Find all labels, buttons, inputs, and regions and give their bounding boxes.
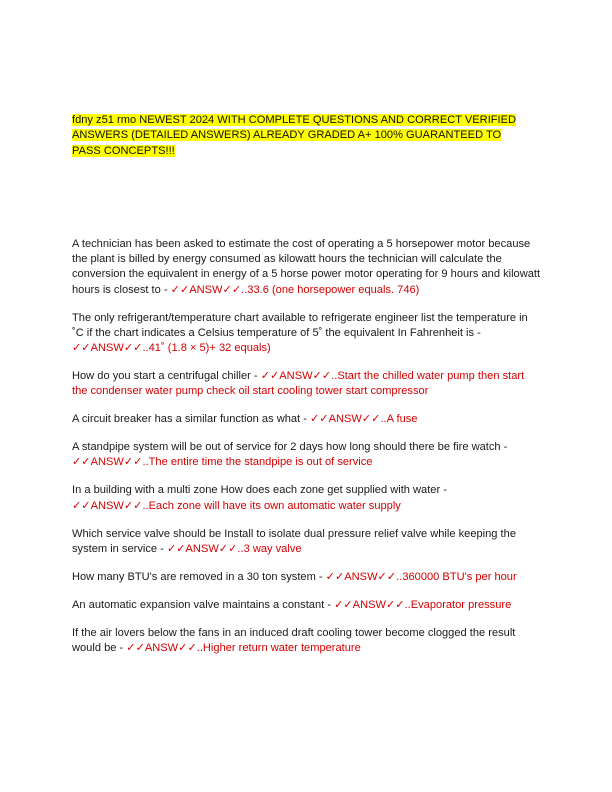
question-text: An automatic expansion valve maintains a constant bbox=[72, 598, 325, 611]
question-text: How do you start a centrifugal chiller bbox=[72, 370, 251, 383]
qa-item-1 bbox=[72, 237, 542, 298]
answer-prefix: ✓✓ANSW✓✓.. bbox=[72, 499, 149, 512]
answer-text: A fuse bbox=[386, 413, 418, 426]
answer-prefix: ✓✓ANSW✓✓.. bbox=[334, 598, 411, 611]
answer-prefix: ✓✓ANSW✓✓.. bbox=[166, 542, 244, 555]
answer-text: Start the chilled water pump then start the condenser water pump check oil start cooling tower start compressor bbox=[72, 370, 525, 398]
qa-item-7 bbox=[72, 527, 542, 557]
qa-item-8 bbox=[72, 570, 542, 585]
separator: - bbox=[116, 642, 127, 655]
document-title bbox=[72, 113, 522, 159]
separator: - bbox=[474, 326, 481, 339]
answer-text: Each zone will have its own automatic water supply bbox=[148, 499, 401, 512]
answer-prefix: ✓✓ANSW✓✓.. bbox=[325, 570, 403, 583]
separator: - bbox=[440, 484, 447, 497]
question-text: In a building with a multi zone How does each zone get supplied with water bbox=[72, 484, 441, 497]
separator: - bbox=[160, 283, 171, 296]
highlighted-title-text: fdny z51 rmo NEWEST 2024 WITH COMPLETE QUESTIONS AND CORRECT VERIFIED ANSWERS (DETAILED ANSWERS) ALREADY GRADED A+ 100% GUARANTEED TO PASS CONCEPTS!!! bbox=[72, 114, 517, 157]
question-answer-list bbox=[72, 237, 542, 669]
qa-item-6 bbox=[72, 483, 542, 513]
question-text: A circuit breaker has a similar function as what bbox=[72, 413, 301, 426]
qa-item-2 bbox=[72, 311, 542, 357]
answer-prefix: ✓✓ANSW✓✓.. bbox=[126, 642, 203, 655]
qa-item-9 bbox=[72, 598, 542, 613]
separator: - bbox=[315, 570, 326, 583]
separator: - bbox=[324, 598, 335, 611]
separator: - bbox=[500, 441, 508, 454]
question-text: A technician has been asked to estimate the cost of operating a 5 horsepower motor because the plant is billed by energy consumed as kilowatt hours the technician will calculate the conversion the equivalent in energy of a 5 horse power motor operating for 9 hours and kilowatt hours is closest to bbox=[72, 238, 541, 296]
separator: - bbox=[300, 413, 310, 426]
separator: - bbox=[157, 542, 167, 555]
question-text: A standpipe system will be out of service for 2 days how long should there be fire watch bbox=[72, 441, 501, 454]
separator: - bbox=[250, 370, 261, 383]
answer-text: Higher return water temperature bbox=[202, 642, 361, 655]
question-text: If the air lovers below the fans in an induced draft cooling tower become clogged the result would be bbox=[72, 626, 516, 655]
answer-text: Evaporator pressure bbox=[410, 598, 512, 611]
qa-item-10 bbox=[72, 626, 542, 656]
answer-text: 33.6 (one horsepower equals. 746) bbox=[247, 283, 420, 296]
answer-prefix: ✓✓ANSW✓✓.. bbox=[310, 413, 387, 426]
answer-text: The entire time the standpipe is out of service bbox=[148, 456, 373, 469]
answer-prefix: ✓✓ANSW✓✓.. bbox=[72, 342, 149, 355]
question-text: How many BTU's are removed in a 30 ton system bbox=[72, 570, 316, 583]
qa-item-3 bbox=[72, 369, 542, 399]
question-text: The only refrigerant/temperature chart available to refrigerate engineer list the temperature in ˚C if the chart indicates a Celsius temperature of 5˚ the equivalent In Fahrenheit is bbox=[72, 311, 528, 339]
answer-text: 360000 BTU's per hour bbox=[402, 570, 517, 583]
answer-prefix: ✓✓ANSW✓✓.. bbox=[72, 456, 149, 469]
answer-prefix: ✓✓ANSW✓✓.. bbox=[170, 283, 248, 296]
answer-prefix: ✓✓ANSW✓✓.. bbox=[260, 370, 338, 383]
question-text: Which service valve should be Install to isolate dual pressure relief valve while keeping the system in service bbox=[72, 527, 516, 555]
qa-item-5 bbox=[72, 440, 542, 470]
answer-text: 41˚ (1.8 × 5)+ 32 equals) bbox=[148, 342, 271, 355]
answer-text: 3 way valve bbox=[243, 542, 302, 555]
qa-item-4 bbox=[72, 412, 542, 427]
